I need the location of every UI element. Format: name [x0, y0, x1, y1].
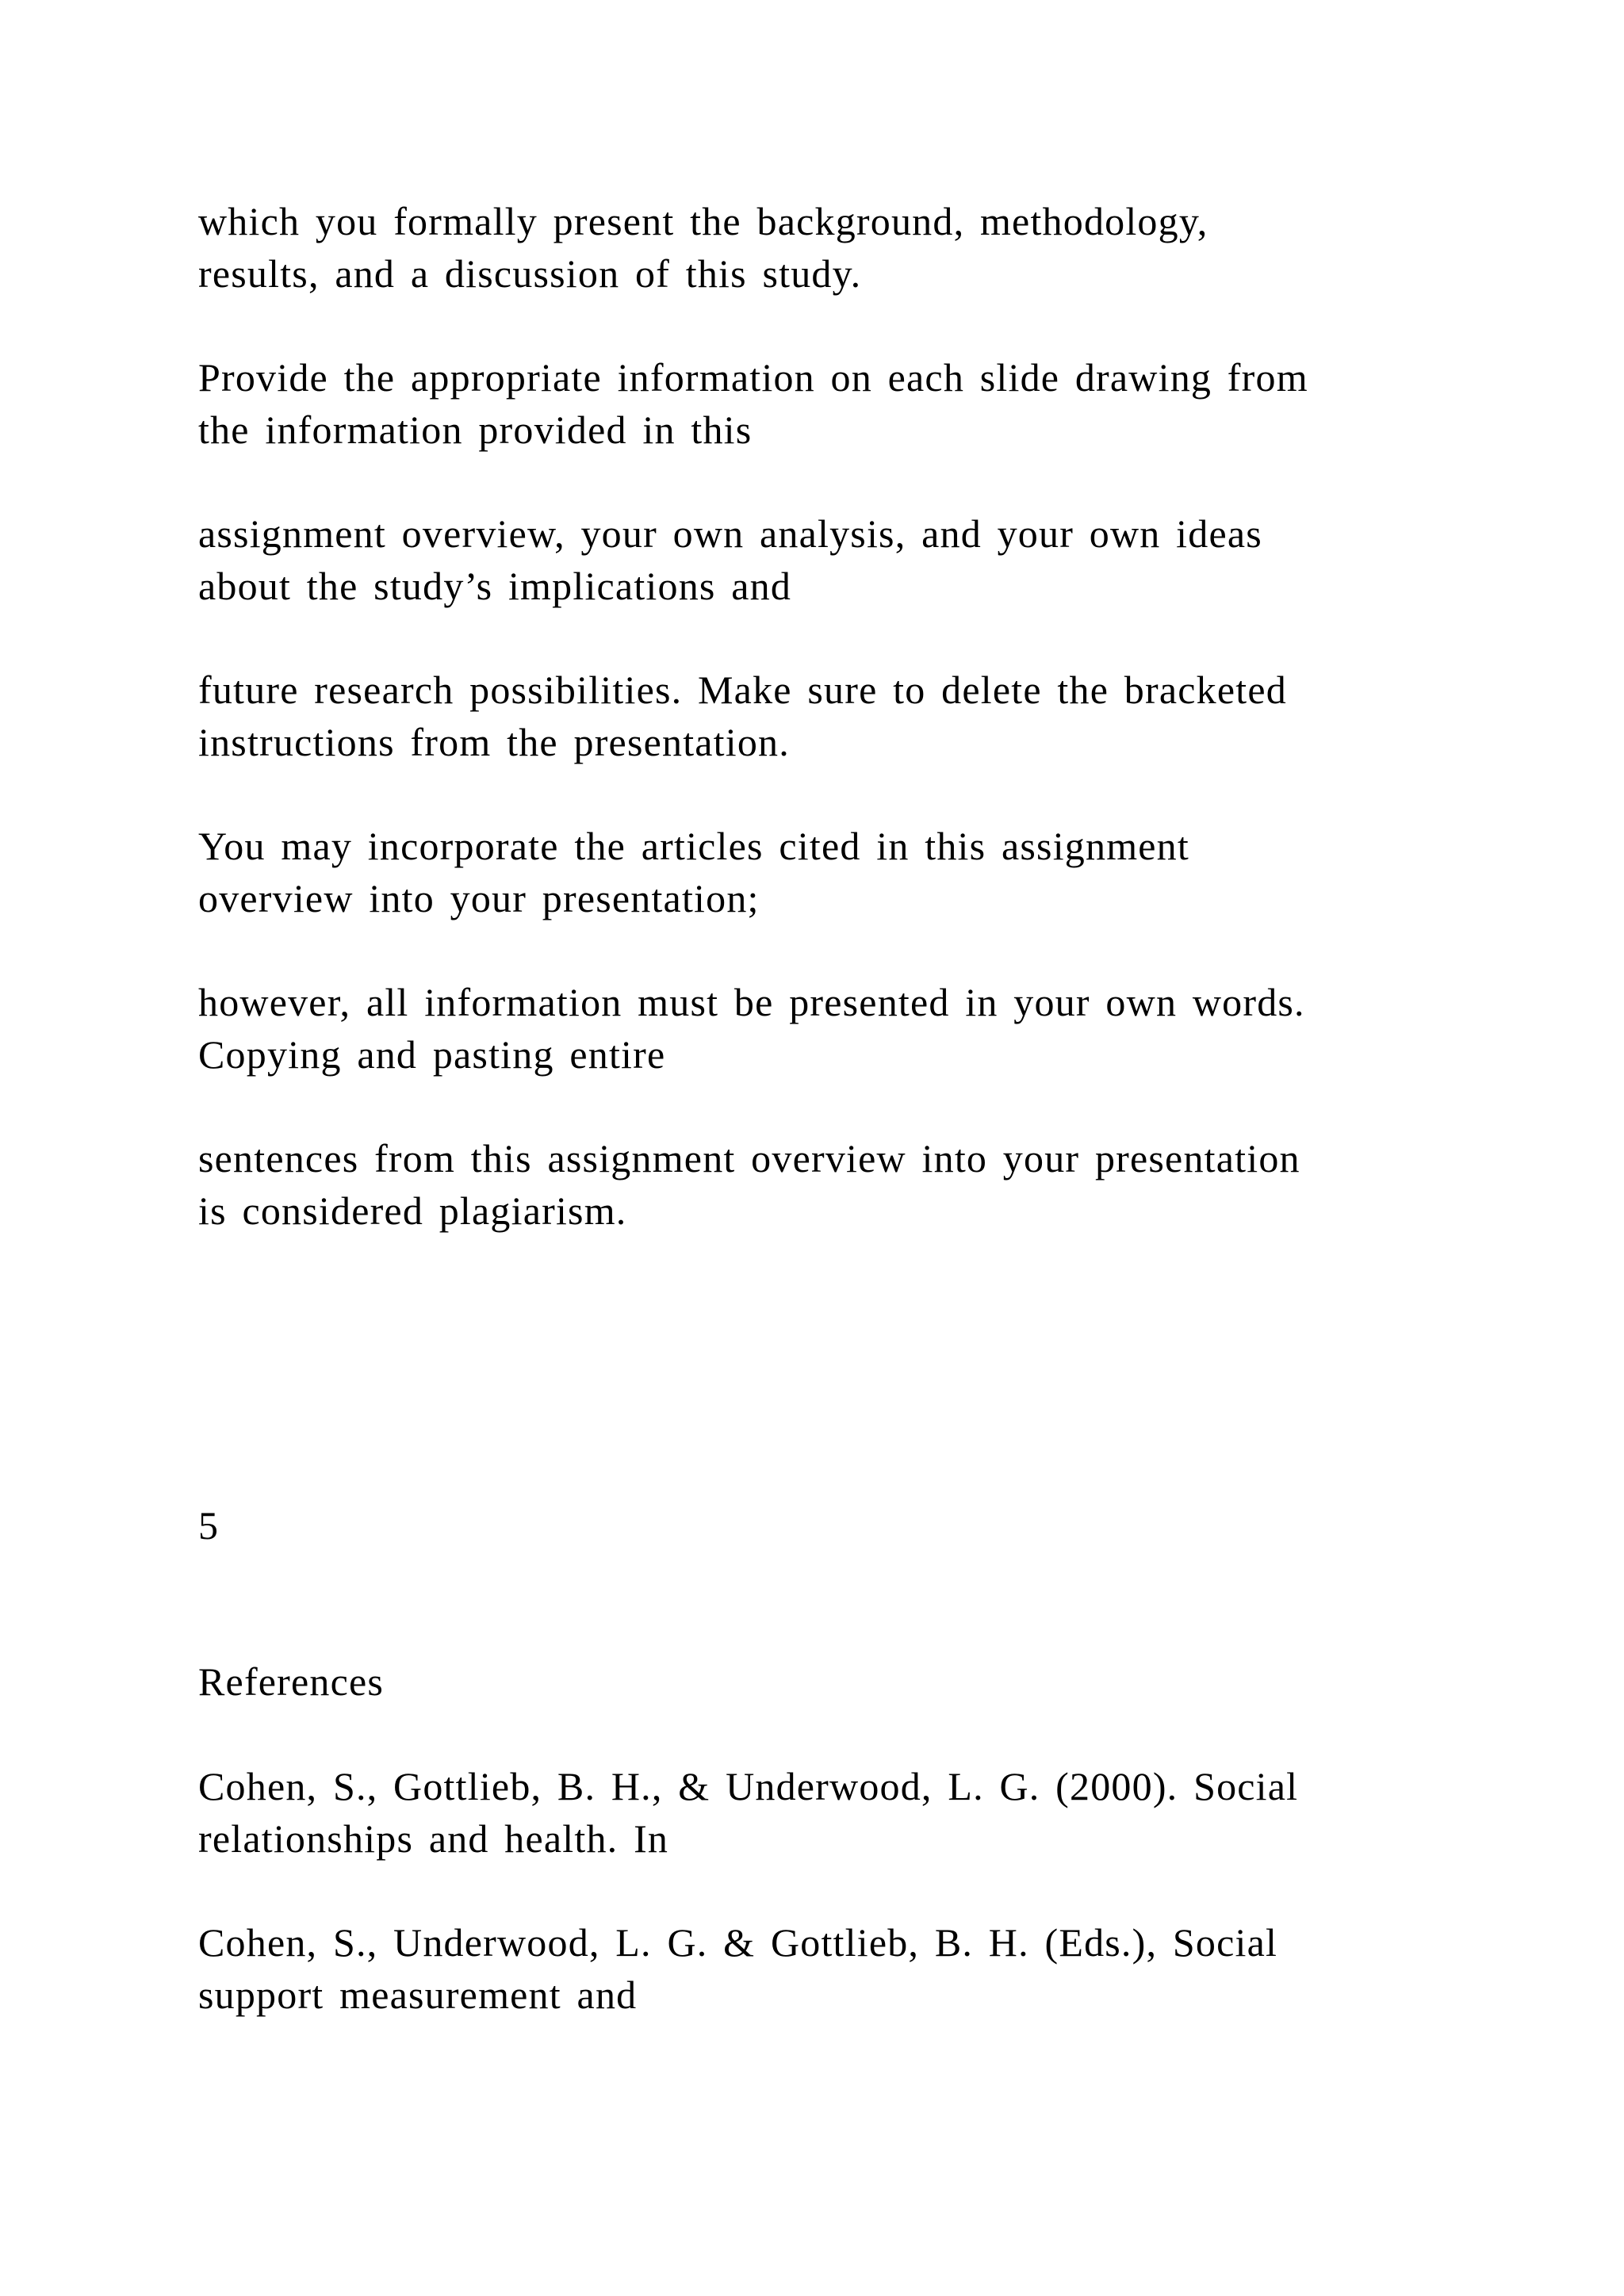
body-paragraph-5 — [198, 820, 1507, 924]
text-line: which you formally present the background, methodology, — [198, 199, 1208, 243]
page-number — [198, 1499, 1507, 1552]
text-line: results, and a discussion of this study. — [198, 251, 862, 296]
text-line: about the study’s implications and — [198, 564, 792, 608]
body-paragraph-3 — [198, 507, 1507, 612]
text-line: assignment overview, your own analysis, and your own ideas — [198, 511, 1262, 556]
text-line: Provide the appropriate information on each slide drawing from — [198, 355, 1308, 400]
page-number-text: 5 — [198, 1503, 220, 1548]
text-line: Cohen, S., Underwood, L. G. & Gottlieb, B. H. (Eds.), Social — [198, 1920, 1278, 1965]
body-paragraph-7 — [198, 1132, 1507, 1237]
text-line: You may incorporate the articles cited in this assignment — [198, 824, 1189, 868]
text-line: the information provided in this — [198, 408, 753, 452]
text-line: relationships and health. In — [198, 1816, 669, 1861]
body-paragraph-1 — [198, 195, 1507, 300]
text-line: overview into your presentation; — [198, 876, 760, 920]
body-paragraph-6 — [198, 976, 1507, 1081]
text-line: however, all information must be presented in your own words. — [198, 980, 1305, 1024]
text-line: support measurement and — [198, 1973, 638, 2017]
text-line: Cohen, S., Gottlieb, B. H., & Underwood, L. G. (2000). Social — [198, 1764, 1299, 1808]
references-heading — [198, 1655, 1507, 1708]
text-line: Copying and pasting entire — [198, 1032, 666, 1077]
text-line: sentences from this assignment overview into your presentation — [198, 1136, 1300, 1181]
body-paragraph-4 — [198, 664, 1507, 768]
reference-entry-2 — [198, 1916, 1507, 2021]
text-line: is considered plagiarism. — [198, 1188, 627, 1233]
references-heading-text: References — [198, 1659, 385, 1704]
reference-entry-1 — [198, 1760, 1507, 1865]
text-line: future research possibilities. Make sure to delete the bracketed — [198, 668, 1287, 712]
body-paragraph-2 — [198, 351, 1507, 456]
text-line: instructions from the presentation. — [198, 720, 790, 764]
